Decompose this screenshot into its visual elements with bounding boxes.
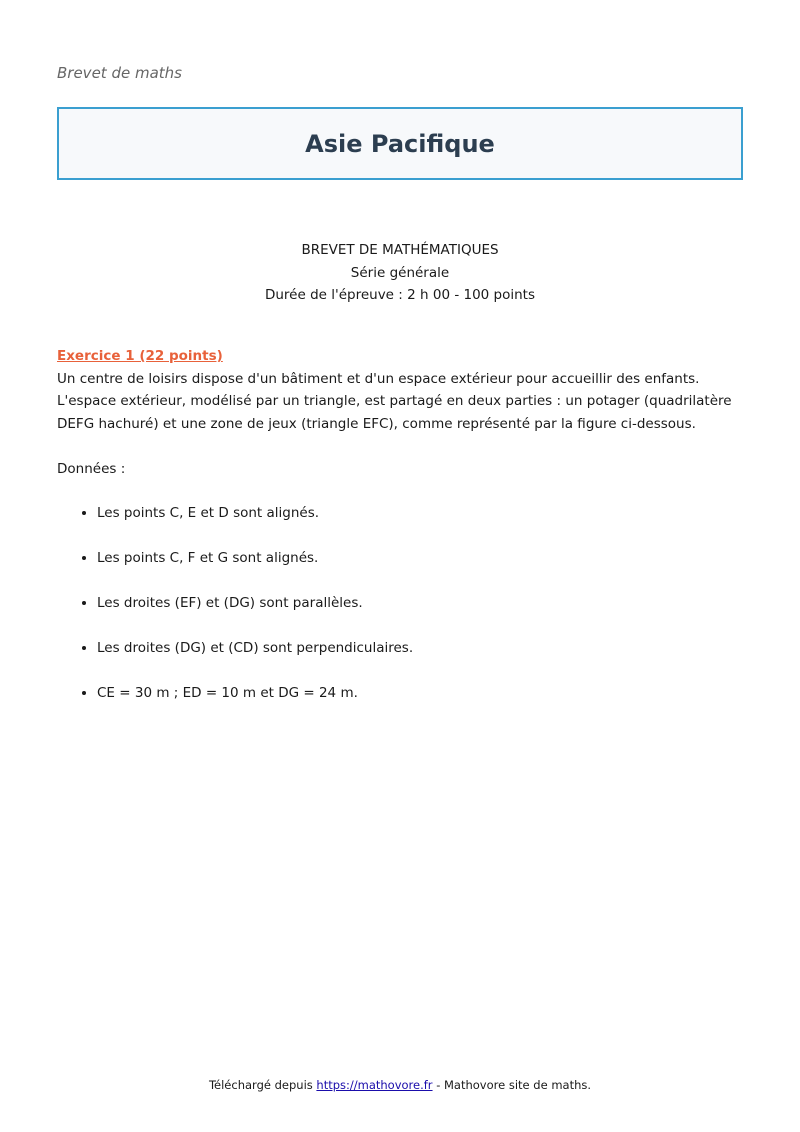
document-header-label: Brevet de maths bbox=[57, 64, 182, 82]
exercise-title: Exercice 1 (22 points) bbox=[57, 348, 223, 364]
exercise-paragraph-1: Un centre de loisirs dispose d'un bâtiment et d'un espace extérieur pour accueillir des enfants. bbox=[57, 370, 700, 387]
exercise-section bbox=[57, 345, 747, 727]
footer bbox=[0, 1078, 800, 1092]
list-item: • Les droites (EF) et (DG) sont parallèles. bbox=[97, 592, 747, 615]
page-title: Asie Pacifique bbox=[305, 129, 495, 158]
exam-info bbox=[0, 239, 800, 307]
list-item: • CE = 30 m ; ED = 10 m et DG = 24 m. bbox=[97, 682, 747, 705]
list-item: • Les points C, E et D sont alignés. bbox=[97, 502, 747, 525]
exam-info-line1: BREVET DE MATHÉMATIQUES bbox=[301, 242, 499, 258]
footer-link[interactable]: https://mathovore.fr bbox=[316, 1078, 433, 1092]
exam-info-line2: Série générale bbox=[350, 264, 450, 281]
list-item: • Les droites (DG) et (CD) sont perpendiculaires. bbox=[97, 637, 747, 660]
data-label: Données : bbox=[57, 460, 126, 477]
data-list bbox=[57, 502, 747, 705]
list-item: • Les points C, F et G sont alignés. bbox=[97, 547, 747, 570]
footer-prefix: Téléchargé depuis bbox=[208, 1078, 313, 1092]
exercise-paragraph-2: L'espace extérieur, modélisé par un triangle, est partagé en deux parties : un potager (quadrilatère DEFG hachuré) et une zone de jeux (triangle EFC), comme représenté par la figure ci-dessous. bbox=[57, 393, 732, 432]
exam-info-line3: Durée de l'épreuve : 2 h 00 - 100 points bbox=[264, 287, 536, 303]
title-box bbox=[57, 107, 743, 180]
footer-suffix: - Mathovore site de maths. bbox=[436, 1078, 592, 1092]
